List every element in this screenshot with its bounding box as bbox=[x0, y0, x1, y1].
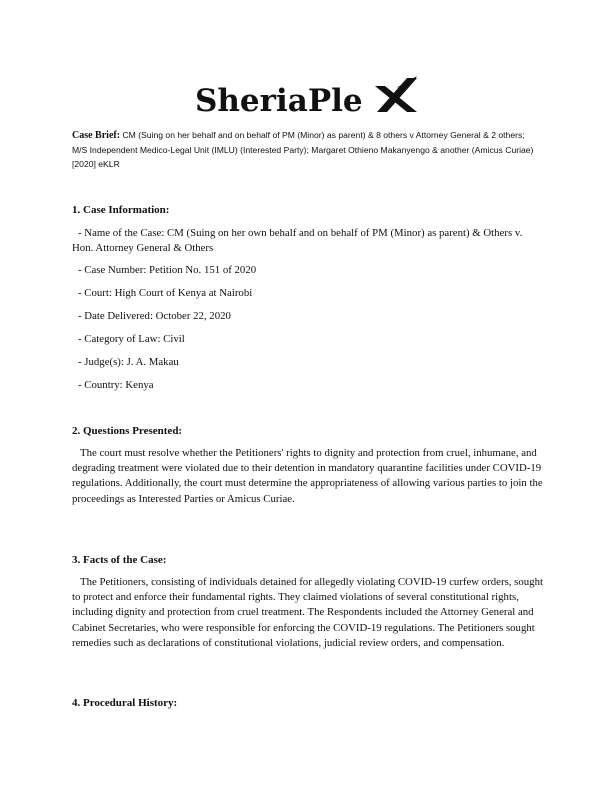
category-line: - Category of Law: Civil bbox=[78, 333, 185, 345]
case-brief bbox=[72, 128, 542, 171]
case-brief-text: CM (Suing on her behalf and on behalf of PM (Minor) as parent) & 8 others v Attorney General & 2 others; M/S Independent Medico-Legal Unit (IMLU) (Interested Party); Margaret Othieno Makanyengo & another (Amicus Curiae) [2020] eKLR bbox=[72, 130, 534, 169]
section-title-procedural-history: 4. Procedural History: bbox=[72, 697, 178, 709]
case-name-line: - Name of the Case: CM (Suing on her own behalf and on behalf of PM (Minor) as parent) & Others v. Hon. Attorney General & Others bbox=[72, 227, 523, 254]
date-delivered-line: - Date Delivered: October 22, 2020 bbox=[78, 310, 231, 322]
section-title-questions-presented: 2. Questions Presented: bbox=[72, 425, 183, 437]
country-line: - Country: Kenya bbox=[78, 379, 154, 391]
questions-paragraph: The court must resolve whether the Petitioners' rights to dignity and protection from cruel, inhumane, and degrading treatment were violated due to their detention in mandatory quarantine facilities under COVID-19 regulations. Additionally, the court must determine the appropriateness of allowing various parties to join the proceedings as Interested Parties or Amicus Curiae. bbox=[72, 447, 543, 505]
logo-wordmark: SheriaPle bbox=[195, 83, 363, 119]
judges-line: - Judge(s): J. A. Makau bbox=[78, 356, 179, 368]
section-title-case-information: 1. Case Information: bbox=[72, 204, 170, 216]
court-line: - Court: High Court of Kenya at Nairobi bbox=[78, 287, 253, 299]
sheriaplex-logo bbox=[0, 74, 612, 120]
section-title-facts: 3. Facts of the Case: bbox=[72, 554, 167, 566]
case-brief-label: Case Brief: bbox=[72, 130, 121, 141]
facts-paragraph: The Petitioners, consisting of individuals detained for allegedly violating COVID-19 curfew orders, sought to protect and enforce their fundamental rights. They claimed violations of several constitutional rights, including dignity and protection from cruel treatment. The Respondents included the Attorney General and Cabinet Secretaries, who were responsible for enforcing the COVID-19 regulations. The Petitioners sought remedies such as declarations of constitutional violations, judicial review orders, and compensation. bbox=[72, 576, 543, 649]
case-number-line: - Case Number: Petition No. 151 of 2020 bbox=[78, 264, 257, 276]
sheriaplex-logo-mark bbox=[191, 74, 421, 120]
logo-x-mark bbox=[375, 76, 417, 112]
